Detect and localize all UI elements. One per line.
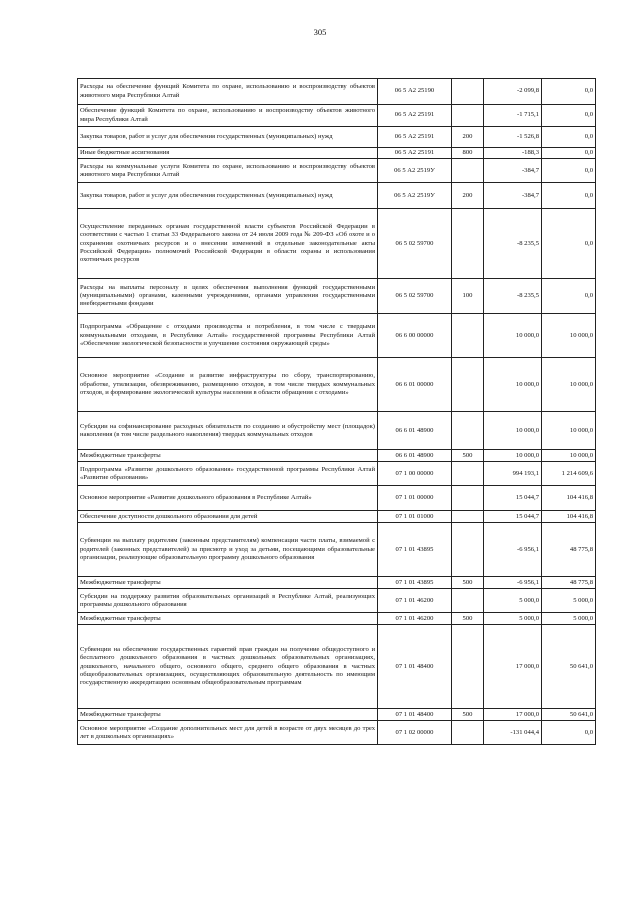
row-code-cell: 07 1 01 43895	[378, 523, 452, 577]
row-name-cell: Расходы на коммунальные услуги Комитета по охране, использованию и воспроизводству объектов животного мира Республики Алтай	[78, 159, 378, 183]
row-amount-2-cell: 1 214 609,6	[542, 462, 596, 486]
row-code-cell: 06 5 А2 25191	[378, 127, 452, 148]
table-row	[78, 209, 596, 279]
row-code-cell: 07 1 01 43895	[378, 577, 452, 589]
row-name-cell: Обеспечение функций Комитета по охране, использованию и воспроизводству объектов животного мира Республики Алтай	[78, 105, 378, 127]
row-code-cell: 07 1 01 00000	[378, 486, 452, 511]
row-expense-type-cell	[452, 462, 484, 486]
table-row	[78, 79, 596, 105]
row-code-cell: 06 5 А2 25191	[378, 148, 452, 159]
row-amount-1-cell: 10 000,0	[484, 450, 542, 462]
table-row	[78, 523, 596, 577]
row-amount-2-cell: 10 000,0	[542, 358, 596, 412]
row-expense-type-cell	[452, 589, 484, 613]
row-amount-2-cell: 5 000,0	[542, 613, 596, 625]
row-amount-2-cell: 0,0	[542, 209, 596, 279]
row-expense-type-cell	[452, 209, 484, 279]
row-amount-1-cell: -8 235,5	[484, 279, 542, 314]
row-amount-2-cell: 0,0	[542, 183, 596, 209]
row-code-cell: 07 1 01 48400	[378, 625, 452, 709]
row-amount-1-cell: -384,7	[484, 159, 542, 183]
row-amount-1-cell: -131 044,4	[484, 721, 542, 745]
row-code-cell: 07 1 01 46200	[378, 613, 452, 625]
row-amount-1-cell: -1 715,1	[484, 105, 542, 127]
row-code-cell: 06 5 А2 25190	[378, 79, 452, 105]
row-amount-2-cell: 0,0	[542, 721, 596, 745]
row-expense-type-cell: 500	[452, 450, 484, 462]
row-code-cell: 07 1 02 00000	[378, 721, 452, 745]
row-amount-1-cell: 15 044,7	[484, 511, 542, 523]
table-row	[78, 486, 596, 511]
row-amount-1-cell: -2 099,8	[484, 79, 542, 105]
table-row	[78, 412, 596, 450]
row-amount-1-cell: 5 000,0	[484, 589, 542, 613]
row-name-cell: Субвенции на выплату родителям (законным представителям) компенсации части платы, взимаемой с родителей (законных представителей) за присмотр и уход за детьми, посещающими образовательные организации, реализующие образовательную программу дошкольного образования	[78, 523, 378, 577]
page-number: 305	[313, 27, 327, 37]
row-name-cell: Субсидии на софинансирование расходных обязательств по созданию и обустройству мест (площадок) накопления (в том числе раздельного накопления) твердых коммунальных отходов	[78, 412, 378, 450]
row-amount-2-cell: 0,0	[542, 79, 596, 105]
row-expense-type-cell	[452, 79, 484, 105]
row-amount-1-cell: 10 000,0	[484, 314, 542, 358]
row-amount-2-cell: 0,0	[542, 127, 596, 148]
table-row	[78, 625, 596, 709]
table-row	[78, 105, 596, 127]
table-row	[78, 159, 596, 183]
row-amount-1-cell: -1 526,8	[484, 127, 542, 148]
row-expense-type-cell: 200	[452, 183, 484, 209]
row-expense-type-cell: 500	[452, 613, 484, 625]
table-row	[78, 183, 596, 209]
table-row	[78, 721, 596, 745]
row-name-cell: Закупка товаров, работ и услуг для обеспечения государственных (муниципальных) нужд	[78, 183, 378, 209]
row-expense-type-cell	[452, 412, 484, 450]
row-amount-1-cell: -8 235,5	[484, 209, 542, 279]
table-row	[78, 709, 596, 721]
row-amount-1-cell: -6 956,1	[484, 523, 542, 577]
row-amount-2-cell: 10 000,0	[542, 412, 596, 450]
row-expense-type-cell: 500	[452, 709, 484, 721]
row-name-cell: Основное мероприятие «Создание и развитие инфраструктуры по сбору, транспортированию, обработке, утилизации, обезвреживанию, размещению отходов, в том числе твердых коммунальных отходов, и формирование экологической культуры населения в области обращения с отходами»	[78, 358, 378, 412]
table-row	[78, 148, 596, 159]
row-code-cell: 06 6 01 48900	[378, 450, 452, 462]
table-row	[78, 314, 596, 358]
row-expense-type-cell: 100	[452, 279, 484, 314]
row-amount-1-cell: 5 000,0	[484, 613, 542, 625]
row-amount-1-cell: -384,7	[484, 183, 542, 209]
row-name-cell: Межбюджетные трансферты	[78, 613, 378, 625]
row-amount-2-cell: 5 000,0	[542, 589, 596, 613]
row-name-cell: Обеспечение доступности дошкольного образования для детей	[78, 511, 378, 523]
table-row	[78, 358, 596, 412]
table-row	[78, 279, 596, 314]
row-amount-1-cell: -6 956,1	[484, 577, 542, 589]
row-amount-2-cell: 104 416,8	[542, 511, 596, 523]
row-expense-type-cell: 200	[452, 127, 484, 148]
table-row	[78, 511, 596, 523]
row-amount-1-cell: 17 000,0	[484, 625, 542, 709]
row-code-cell: 06 6 01 00000	[378, 358, 452, 412]
row-name-cell: Межбюджетные трансферты	[78, 709, 378, 721]
row-expense-type-cell	[452, 314, 484, 358]
table-row	[78, 450, 596, 462]
row-expense-type-cell	[452, 105, 484, 127]
row-name-cell: Субвенции на обеспечение государственных гарантий прав граждан на получение общедоступного и бесплатного дошкольного образования в частных дошкольных образовательных организациях, дошкольного, начального общего, основного общего, среднего общего образования в частных общеобразовательных организациях, осуществляющих образовательную деятельность по имеющим государственную аккредитацию основным общеобразовательным программам	[78, 625, 378, 709]
row-name-cell: Подпрограмма «Развитие дошкольного образования» государственной программы Республики Алтай «Развитие образования»	[78, 462, 378, 486]
row-expense-type-cell	[452, 523, 484, 577]
row-code-cell: 07 1 00 00000	[378, 462, 452, 486]
row-amount-2-cell: 0,0	[542, 159, 596, 183]
row-amount-2-cell: 10 000,0	[542, 450, 596, 462]
row-amount-1-cell: -188,3	[484, 148, 542, 159]
table-row	[78, 613, 596, 625]
row-expense-type-cell	[452, 625, 484, 709]
row-amount-2-cell: 104 416,8	[542, 486, 596, 511]
row-code-cell: 06 5 А2 2519У	[378, 159, 452, 183]
row-code-cell: 06 6 00 00000	[378, 314, 452, 358]
row-code-cell: 06 5 02 59700	[378, 209, 452, 279]
row-expense-type-cell	[452, 486, 484, 511]
row-amount-2-cell: 48 775,8	[542, 577, 596, 589]
row-amount-2-cell: 0,0	[542, 148, 596, 159]
row-amount-2-cell: 50 641,0	[542, 709, 596, 721]
row-amount-2-cell: 50 641,0	[542, 625, 596, 709]
row-code-cell: 06 5 А2 25191	[378, 105, 452, 127]
row-name-cell: Межбюджетные трансферты	[78, 450, 378, 462]
row-name-cell: Основное мероприятие «Развитие дошкольного образования в Республике Алтай»	[78, 486, 378, 511]
row-expense-type-cell	[452, 721, 484, 745]
row-code-cell: 06 5 А2 2519У	[378, 183, 452, 209]
table-row	[78, 577, 596, 589]
row-code-cell: 07 1 01 48400	[378, 709, 452, 721]
row-name-cell: Межбюджетные трансферты	[78, 577, 378, 589]
budget-table-body	[78, 79, 596, 745]
row-amount-1-cell: 10 000,0	[484, 412, 542, 450]
table-row	[78, 462, 596, 486]
row-name-cell: Закупка товаров, работ и услуг для обеспечения государственных (муниципальных) нужд	[78, 127, 378, 148]
row-expense-type-cell	[452, 511, 484, 523]
row-amount-2-cell: 10 000,0	[542, 314, 596, 358]
table-row	[78, 127, 596, 148]
row-name-cell: Расходы на обеспечение функций Комитета по охране, использованию и воспроизводству объектов животного мира Республики Алтай	[78, 79, 378, 105]
row-code-cell: 07 1 01 01000	[378, 511, 452, 523]
row-amount-2-cell: 0,0	[542, 105, 596, 127]
row-code-cell: 06 5 02 59700	[378, 279, 452, 314]
row-name-cell: Подпрограмма «Обращение с отходами производства и потребления, в том числе с твердыми коммунальными отходами, в Республике Алтай» государственной программы Республики Алтай «Обеспечение экологической безопасности и улучшение состояния окружающей среды»	[78, 314, 378, 358]
row-name-cell: Расходы на выплаты персоналу в целях обеспечения выполнения функций государственными (муниципальными) органами, казенными учреждениями, органами управления государственными внебюджетными фондами	[78, 279, 378, 314]
row-expense-type-cell	[452, 358, 484, 412]
row-name-cell: Основное мероприятие «Создание дополнительных мест для детей в возрасте от двух месяцев до трех лет в дошкольных организациях»	[78, 721, 378, 745]
budget-table	[77, 78, 596, 745]
row-amount-2-cell: 0,0	[542, 279, 596, 314]
row-amount-1-cell: 10 000,0	[484, 358, 542, 412]
row-amount-1-cell: 17 000,0	[484, 709, 542, 721]
row-amount-1-cell: 994 193,1	[484, 462, 542, 486]
row-expense-type-cell	[452, 159, 484, 183]
row-code-cell: 07 1 01 46200	[378, 589, 452, 613]
table-row	[78, 589, 596, 613]
row-code-cell: 06 6 01 48900	[378, 412, 452, 450]
row-amount-2-cell: 48 775,8	[542, 523, 596, 577]
row-expense-type-cell: 800	[452, 148, 484, 159]
row-name-cell: Иные бюджетные ассигнования	[78, 148, 378, 159]
row-name-cell: Осуществление переданных органам государственной власти субъектов Российской Федерации в соответствии с частью 1 статьи 33 Федерального закона от 24 июля 2009 года № 209-ФЗ «Об охоте и о сохранении охотничьих ресурсов и о внесении изменений в отдельные законодательные акты Российской Федерации» полномочий Российской Федерации в области охраны и использования охотничьих ресурсов	[78, 209, 378, 279]
row-name-cell: Субсидии на поддержку развития образовательных организаций в Республике Алтай, реализующих программы дошкольного образования	[78, 589, 378, 613]
row-expense-type-cell: 500	[452, 577, 484, 589]
row-amount-1-cell: 15 044,7	[484, 486, 542, 511]
